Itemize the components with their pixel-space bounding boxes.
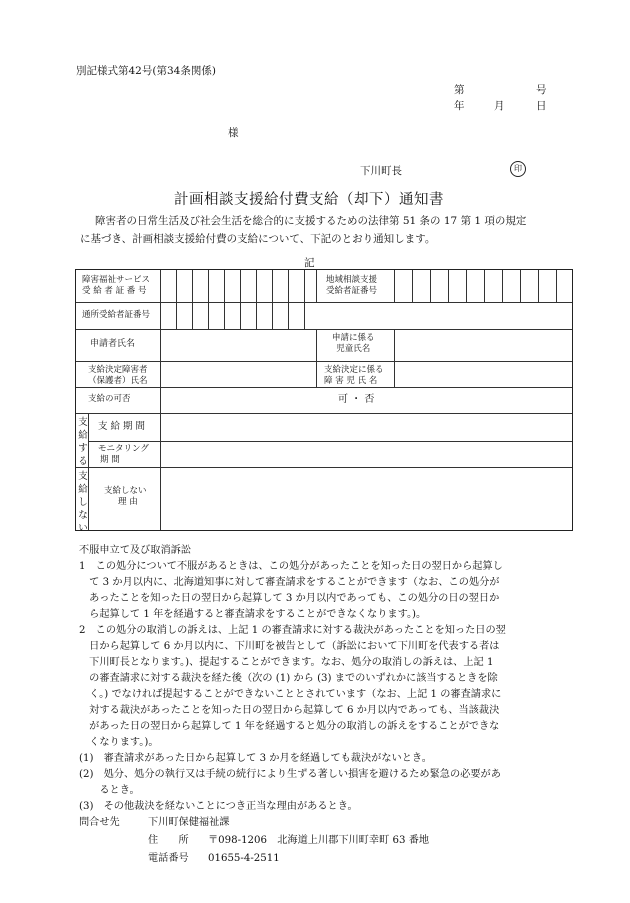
appeal-line: (1) 審査請求があった日から起算して 3 か月を経過しても裁決がないとき。 (79, 753, 432, 764)
reason-label (104, 486, 147, 508)
dai-label: 第 (454, 84, 465, 96)
appeal-line: ら起算して 1 年を経過すると審査請求をすることができなくなります。)。 (79, 609, 427, 620)
year-label: 年 (454, 100, 465, 112)
approval-label: 支給の可否 (88, 394, 131, 404)
welfare-cert-number-label (82, 275, 150, 297)
ki-label: 記 (304, 257, 315, 269)
monitoring-label-2: 期 間 (100, 455, 120, 465)
appeal-line: 2 この処分の取消しの訴えは、上記 1 の審査請求に対する裁決があったことを知った日の翌 (79, 625, 506, 636)
appeal-line: 下川町長となります。)、提起することができます。なお、処分の取消しの訴えは、上記 1 (79, 657, 494, 668)
approval-value: 可 ・ 否 (338, 394, 375, 405)
appeal-line: あったことを知った日の翌日から起算して 3 か月以内であっても、この処分の日の翌日か (79, 593, 500, 604)
decided-person-label-2: （保護者）氏名 (88, 376, 148, 386)
day-service-cert-label: 通所受給者証番号 (82, 310, 151, 320)
appeal-line: 1 この処分について不服があるときは、この処分があったことを知った日の翌日から起算し (79, 561, 503, 572)
form-number-label: 別記様式第42号(第34条関係) (76, 65, 216, 77)
appeal-line: (3) その他裁決を経ないことにつき正当な理由があるとき。 (79, 801, 358, 812)
appeal-text (79, 559, 506, 815)
decided-person-name-label (88, 365, 148, 387)
welfare-cert-label-1: 障害福祉サービス (82, 275, 151, 285)
applicant-name-label: 申請者氏名 (90, 339, 136, 349)
appeal-line: 対する裁決があったことを知った日の翌日から起算して 6 か月以内であっても、当該裁決 (79, 705, 500, 716)
appeal-line: (2) 処分、処分の執行又は手続の続行により生ずる著しい損害を避けるため緊急の必要があ (79, 769, 501, 780)
addressee-sama: 様 (228, 127, 239, 139)
day-label: 日 (536, 100, 547, 112)
intro-line-2: に基づき、計画相談支援給付費の支給について、下記のとおり通知します。 (80, 233, 436, 245)
monitoring-label-1: モニタリング (98, 444, 149, 454)
shikyu-suru-label: 支給する (78, 417, 88, 467)
child-name-label-2: 児童氏名 (336, 344, 371, 354)
address-value: 〒098-1206 北海道上川郡下川町幸町 63 番地 (208, 835, 430, 846)
period-label: 支 給 期 間 (98, 421, 146, 432)
decided-child-label-2: 障 害 児 氏 名 (324, 376, 378, 386)
appeal-line: があった日の翌日から起算して 1 年を経過すると処分の取消しの訴えをすることができな (79, 721, 500, 732)
appeal-line: く。) でなければ提起することができないこととされています（なお、上記 1 の審査請求に (79, 689, 502, 700)
appeal-heading: 不服申立て及び取消訴訟 (79, 545, 192, 556)
community-cert-label-2: 受給者証番号 (326, 286, 378, 296)
phone-label: 電話番号 (148, 853, 189, 864)
child-name-label (332, 333, 375, 355)
decided-child-label-1: 支給決定に係る (324, 365, 384, 375)
welfare-cert-label-2: 受 給 者 証 番 号 (82, 286, 147, 296)
address-label: 住 所 (148, 835, 189, 846)
reason-label-1: 支給しない (104, 486, 147, 496)
contact-dept: 下川町保健福祉課 (148, 817, 230, 828)
contact-label: 問合せ先 (79, 817, 120, 828)
gou-label: 号 (536, 84, 547, 96)
document-title: 計画相談支援給付費支給（却下）通知書 (174, 192, 444, 208)
appeal-line: の審査請求に対する裁決を経た後（次の (1) から (3) までのいずれかに該当するときを除 (79, 673, 498, 684)
mayor-label: 下川町長 (360, 165, 402, 177)
community-cert-number-label (326, 275, 377, 297)
appeal-line: くなります。)。 (79, 737, 159, 748)
appeal-line: 日から起算して 6 か月以内に、下川町を被告として（訴訟において下川町を代表する者は (79, 641, 500, 652)
appeal-line: るとき。 (79, 785, 140, 796)
appeal-line: て 3 か月以内に、北海道知事に対して審査請求をすることができます（なお、この処分が (79, 577, 500, 588)
decided-child-name-label (324, 365, 384, 387)
month-label: 月 (494, 100, 505, 112)
shikyu-shinai-label: 支給しない (78, 471, 88, 534)
monitoring-label (98, 444, 149, 466)
notice-form-table (75, 269, 573, 534)
reason-label-2: 理 由 (118, 497, 138, 507)
child-name-label-1: 申請に係る (332, 333, 375, 343)
community-cert-label-1: 地域相談支援 (326, 275, 378, 285)
seal-mark: 印 (510, 161, 526, 177)
intro-line-1: 障害者の日常生活及び社会生活を総合的に支援するための法律第 51 条の 17 第 1 項の規定 (95, 215, 527, 227)
phone-value: 01655-4-2511 (208, 853, 280, 864)
decided-person-label-1: 支給決定障害者 (88, 365, 148, 375)
